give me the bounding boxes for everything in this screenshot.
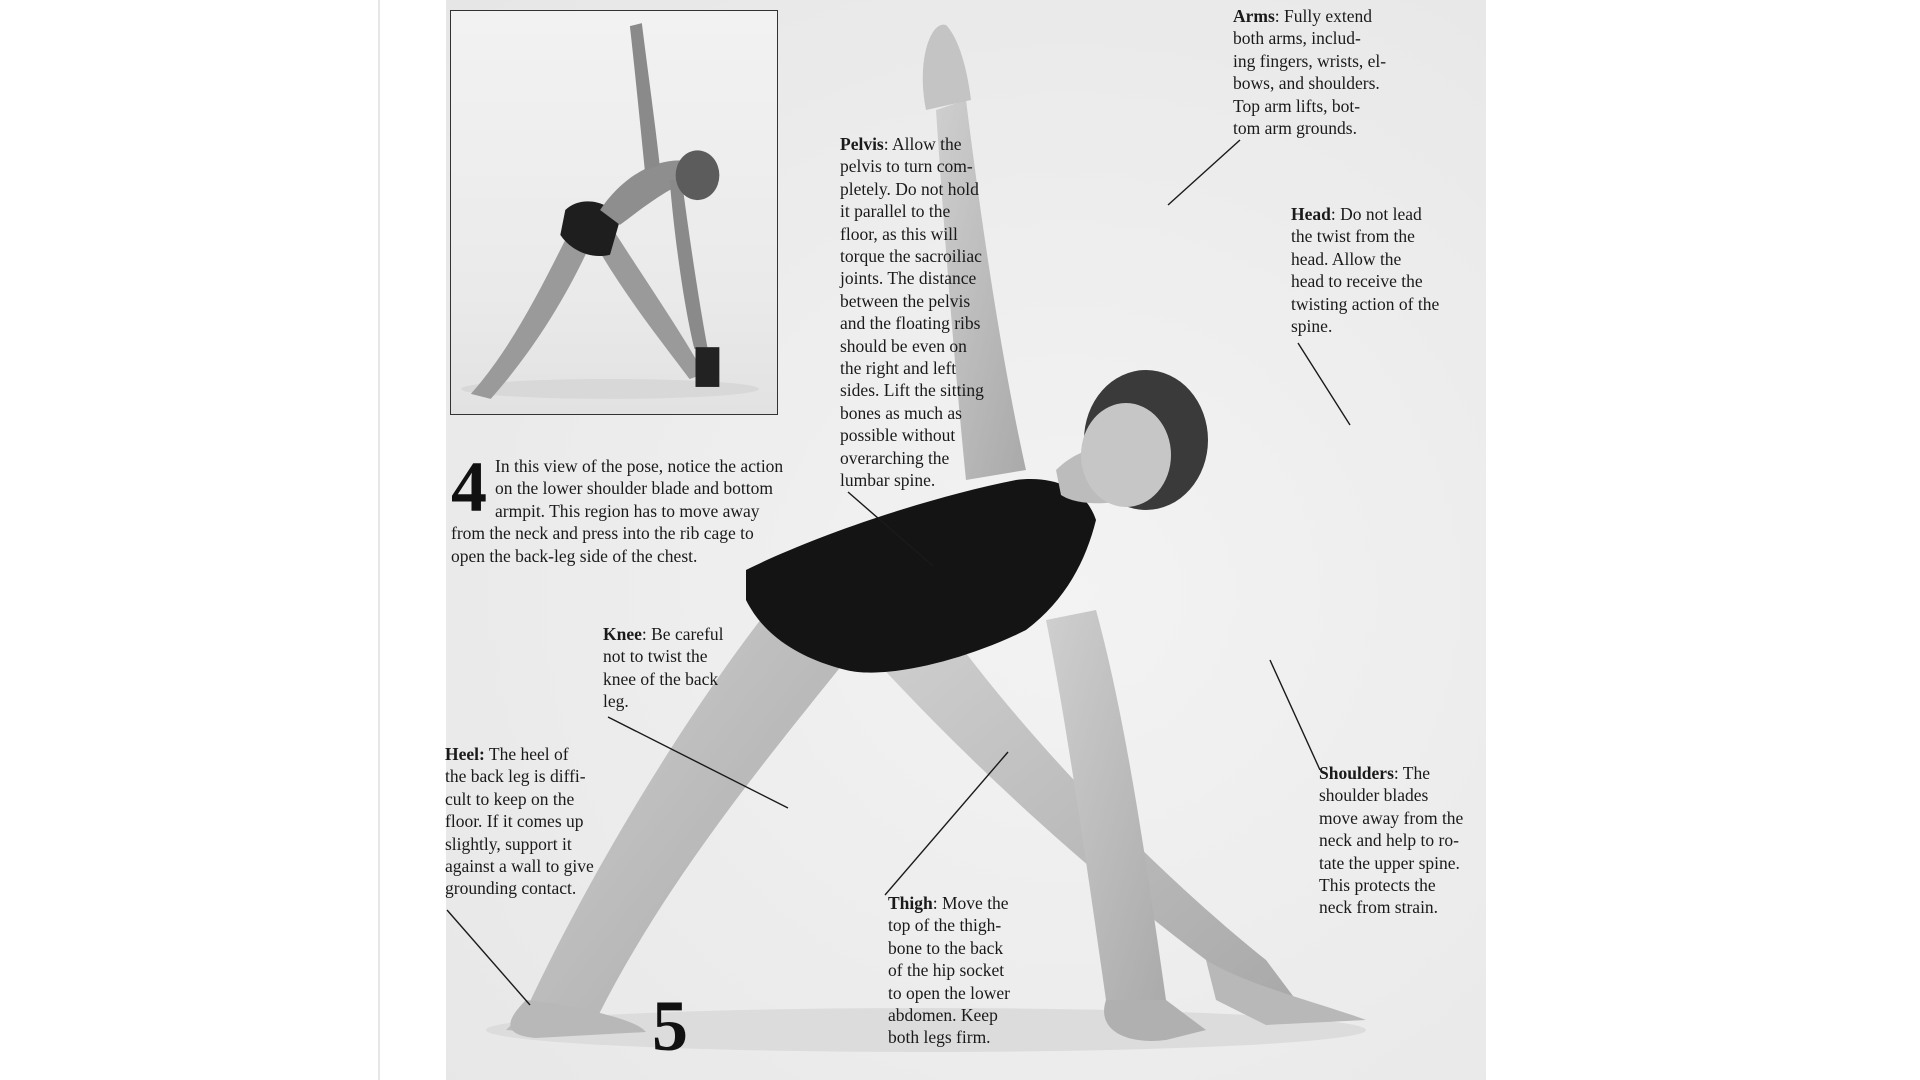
thigh-note-label: Thigh bbox=[888, 893, 933, 913]
pelvis-note-text: : Allow the pelvis to turn com- pletely. Do not hold it parallel to the floor, as this will torque the sacroiliac joints. The distance between the pelvis and the floating ribs should be even on the right and left sides. Lift the sitting bones as much as possible without overarching the lumbar spine. bbox=[840, 134, 984, 491]
heel-note-text: The heel of the back leg is diffi- cult to keep on the floor. If it comes up slightly, support it against a wall to give grounding contact. bbox=[445, 744, 594, 899]
shoulders-note-label: Shoulders bbox=[1319, 763, 1394, 783]
page-edge-rule bbox=[378, 0, 380, 1080]
caption-step-4-text: In this view of the pose, notice the action on the lower shoulder blade and bottom armpit. This region has to move away from the neck and press into the rib cage to open the back-leg side of the chest. bbox=[451, 456, 784, 566]
knee-note-label: Knee bbox=[603, 624, 642, 644]
arms-note-text: : Fully extend both arms, includ- ing fingers, wrists, el- bows, and shoulders. Top arm lifts, bot- tom arm grounds. bbox=[1233, 6, 1387, 139]
head-note-label: Head bbox=[1291, 204, 1331, 224]
thigh-note-text: : Move the top of the thigh- bone to the back of the hip socket to open the lower abdomen. Keep both legs firm. bbox=[888, 893, 1010, 1048]
head-note-text: : Do not lead the twist from the head. Allow the head to receive the twisting action of the spine. bbox=[1291, 204, 1440, 337]
shoulders-note-text: : The shoulder blades move away from the neck and help to ro- tate the upper spine. This protects the neck from strain. bbox=[1319, 763, 1464, 918]
inset-pose-figure bbox=[451, 11, 777, 414]
heel-note bbox=[445, 743, 645, 900]
shoulders-note bbox=[1319, 762, 1519, 919]
arms-note bbox=[1233, 5, 1433, 139]
arms-note-label: Arms bbox=[1233, 6, 1275, 26]
knee-note-text: : Be careful not to twist the knee of the back leg. bbox=[603, 624, 724, 712]
step-number-5: 5 bbox=[652, 986, 688, 1066]
face bbox=[1081, 403, 1171, 507]
pelvis-note bbox=[840, 133, 1040, 492]
head-note bbox=[1291, 203, 1491, 337]
knee-note bbox=[603, 623, 803, 713]
caption-step-4 bbox=[451, 447, 791, 567]
inset-photo bbox=[450, 10, 778, 415]
thigh-note bbox=[888, 892, 1088, 1049]
pelvis-note-label: Pelvis bbox=[840, 134, 884, 154]
top-hand bbox=[923, 25, 971, 110]
heel-note-label: Heel: bbox=[445, 744, 485, 764]
step-number-4: 4 bbox=[451, 447, 487, 527]
